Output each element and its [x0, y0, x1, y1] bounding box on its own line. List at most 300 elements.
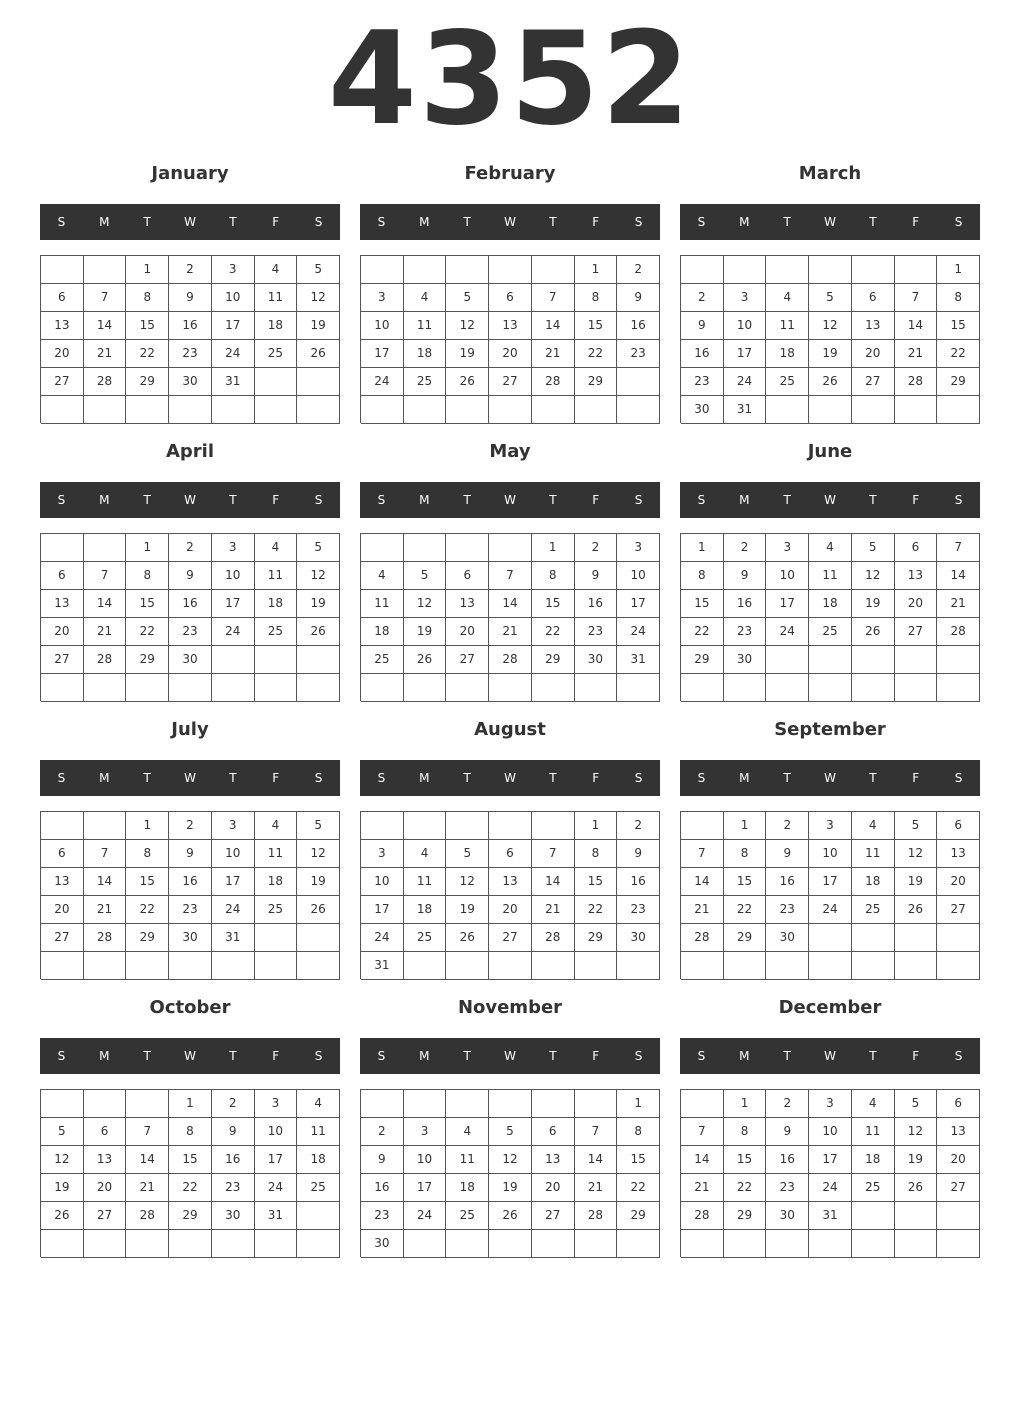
day-cell: 8	[575, 284, 618, 312]
day-cell: 17	[212, 312, 255, 340]
day-cell: 19	[852, 590, 895, 618]
empty-cell	[617, 674, 660, 702]
empty-cell	[255, 952, 298, 980]
day-cell: 11	[255, 562, 298, 590]
day-cell: 20	[937, 868, 980, 896]
day-cell: 19	[41, 1174, 84, 1202]
empty-cell	[446, 674, 489, 702]
empty-cell	[937, 1202, 980, 1230]
weekday-header: M	[419, 771, 430, 785]
day-cell: 7	[532, 840, 575, 868]
day-cell: 24	[361, 924, 404, 952]
weekday-header: W	[824, 1049, 836, 1063]
day-cell: 20	[852, 340, 895, 368]
day-cell: 30	[766, 1202, 809, 1230]
day-cell: 30	[617, 924, 660, 952]
weekday-header: T	[143, 1049, 151, 1063]
weekday-header: S	[634, 215, 643, 229]
empty-cell	[681, 1230, 724, 1258]
empty-cell	[41, 534, 84, 562]
day-cell: 28	[532, 924, 575, 952]
empty-cell	[575, 396, 618, 424]
empty-cell	[895, 674, 938, 702]
day-cell: 2	[212, 1090, 255, 1118]
day-cell: 18	[852, 868, 895, 896]
weekday-header: W	[504, 215, 516, 229]
weekday-header: T	[783, 771, 791, 785]
day-cell: 29	[617, 1202, 660, 1230]
day-cell: 2	[766, 1090, 809, 1118]
weekday-header: T	[783, 215, 791, 229]
day-cell: 28	[84, 368, 127, 396]
weekday-header: S	[954, 493, 963, 507]
day-cell: 25	[297, 1174, 340, 1202]
day-cell: 19	[297, 312, 340, 340]
day-cell: 28	[126, 1202, 169, 1230]
empty-cell	[489, 674, 532, 702]
empty-cell	[297, 646, 340, 674]
day-cell: 13	[41, 590, 84, 618]
weekday-header: S	[314, 771, 323, 785]
day-cell: 6	[41, 284, 84, 312]
day-cell: 25	[361, 646, 404, 674]
empty-cell	[489, 952, 532, 980]
weekday-header: M	[419, 215, 430, 229]
day-cell: 11	[852, 1118, 895, 1146]
weekday-header: T	[143, 215, 151, 229]
day-grid	[360, 255, 660, 423]
empty-cell	[489, 1230, 532, 1258]
day-cell: 21	[532, 340, 575, 368]
day-cell: 13	[532, 1146, 575, 1174]
day-cell: 11	[446, 1146, 489, 1174]
day-cell: 24	[404, 1202, 447, 1230]
weekday-header: S	[377, 215, 386, 229]
empty-cell	[361, 396, 404, 424]
day-cell: 1	[575, 256, 618, 284]
weekday-header: T	[463, 493, 471, 507]
day-cell: 13	[852, 312, 895, 340]
weekday-header: W	[824, 215, 836, 229]
empty-cell	[532, 396, 575, 424]
day-cell: 31	[617, 646, 660, 674]
day-cell: 9	[169, 840, 212, 868]
day-cell: 13	[895, 562, 938, 590]
empty-cell	[617, 1230, 660, 1258]
day-cell: 3	[809, 1090, 852, 1118]
day-cell: 26	[297, 340, 340, 368]
day-cell: 26	[404, 646, 447, 674]
weekday-header: F	[272, 215, 280, 229]
weekday-header: M	[99, 771, 110, 785]
weekday-header: T	[463, 1049, 471, 1063]
day-cell: 12	[446, 868, 489, 896]
day-cell: 14	[84, 590, 127, 618]
weekday-header: W	[184, 215, 196, 229]
day-cell: 16	[766, 868, 809, 896]
empty-cell	[937, 646, 980, 674]
empty-cell	[766, 674, 809, 702]
day-grid	[40, 255, 340, 423]
day-cell: 11	[852, 840, 895, 868]
day-cell: 25	[809, 618, 852, 646]
day-cell: 28	[681, 1202, 724, 1230]
day-cell: 28	[681, 924, 724, 952]
day-cell: 12	[297, 284, 340, 312]
day-cell: 2	[724, 534, 767, 562]
day-cell: 9	[169, 284, 212, 312]
day-cell: 1	[532, 534, 575, 562]
day-cell: 8	[169, 1118, 212, 1146]
empty-cell	[84, 674, 127, 702]
empty-cell	[404, 812, 447, 840]
day-cell: 21	[681, 1174, 724, 1202]
day-grid	[360, 811, 660, 979]
day-cell: 12	[404, 590, 447, 618]
weekday-header: T	[463, 215, 471, 229]
day-cell: 22	[724, 896, 767, 924]
day-cell: 21	[84, 618, 127, 646]
weekday-header: S	[954, 771, 963, 785]
day-cell: 21	[489, 618, 532, 646]
day-cell: 23	[361, 1202, 404, 1230]
empty-cell	[41, 396, 84, 424]
day-cell: 1	[724, 1090, 767, 1118]
weekday-header: F	[592, 215, 600, 229]
empty-cell	[681, 674, 724, 702]
empty-cell	[255, 924, 298, 952]
day-cell: 22	[575, 340, 618, 368]
day-cell: 12	[895, 1118, 938, 1146]
day-cell: 2	[766, 812, 809, 840]
day-cell: 10	[255, 1118, 298, 1146]
day-cell: 25	[404, 368, 447, 396]
day-cell: 12	[489, 1146, 532, 1174]
month-name: June	[807, 441, 853, 462]
day-cell: 30	[724, 646, 767, 674]
day-cell: 24	[766, 618, 809, 646]
day-cell: 12	[446, 312, 489, 340]
day-cell: 8	[126, 284, 169, 312]
empty-cell	[809, 924, 852, 952]
weekday-header: T	[869, 215, 877, 229]
day-grid	[680, 533, 980, 701]
day-cell: 19	[446, 896, 489, 924]
weekday-header: T	[869, 771, 877, 785]
empty-cell	[895, 256, 938, 284]
day-grid	[40, 1089, 340, 1257]
day-cell: 19	[489, 1174, 532, 1202]
day-cell: 24	[212, 896, 255, 924]
day-cell: 5	[809, 284, 852, 312]
day-grid	[40, 811, 340, 979]
day-cell: 26	[297, 618, 340, 646]
day-cell: 22	[169, 1174, 212, 1202]
day-cell: 1	[617, 1090, 660, 1118]
day-cell: 23	[169, 340, 212, 368]
day-cell: 18	[446, 1174, 489, 1202]
empty-cell	[84, 952, 127, 980]
day-cell: 21	[84, 896, 127, 924]
day-cell: 3	[361, 284, 404, 312]
empty-cell	[255, 674, 298, 702]
day-cell: 4	[404, 840, 447, 868]
empty-cell	[617, 368, 660, 396]
empty-cell	[852, 952, 895, 980]
empty-cell	[212, 1230, 255, 1258]
day-cell: 6	[895, 534, 938, 562]
day-cell: 17	[809, 1146, 852, 1174]
day-cell: 16	[361, 1174, 404, 1202]
day-cell: 14	[126, 1146, 169, 1174]
day-cell: 9	[681, 312, 724, 340]
day-cell: 20	[84, 1174, 127, 1202]
weekday-header: F	[912, 215, 920, 229]
day-grid	[680, 255, 980, 423]
day-cell: 16	[169, 868, 212, 896]
empty-cell	[937, 396, 980, 424]
empty-cell	[297, 952, 340, 980]
day-cell: 23	[681, 368, 724, 396]
day-cell: 26	[895, 896, 938, 924]
empty-cell	[852, 646, 895, 674]
day-cell: 7	[532, 284, 575, 312]
day-cell: 23	[766, 896, 809, 924]
day-cell: 4	[404, 284, 447, 312]
empty-cell	[446, 1090, 489, 1118]
day-cell: 1	[575, 812, 618, 840]
empty-cell	[532, 1230, 575, 1258]
weekday-header: F	[272, 771, 280, 785]
day-cell: 13	[41, 868, 84, 896]
day-cell: 4	[766, 284, 809, 312]
day-cell: 26	[809, 368, 852, 396]
empty-cell	[852, 1230, 895, 1258]
weekday-header-bar	[360, 482, 660, 518]
day-cell: 7	[681, 1118, 724, 1146]
empty-cell	[724, 952, 767, 980]
day-cell: 16	[169, 312, 212, 340]
day-cell: 22	[126, 896, 169, 924]
day-cell: 22	[532, 618, 575, 646]
day-cell: 26	[446, 368, 489, 396]
day-cell: 16	[766, 1146, 809, 1174]
day-cell: 25	[404, 924, 447, 952]
weekday-header: W	[824, 493, 836, 507]
day-cell: 29	[681, 646, 724, 674]
day-cell: 14	[532, 868, 575, 896]
day-cell: 24	[809, 896, 852, 924]
empty-cell	[126, 674, 169, 702]
empty-cell	[41, 256, 84, 284]
day-cell: 23	[617, 896, 660, 924]
day-cell: 15	[126, 868, 169, 896]
weekday-header: F	[592, 493, 600, 507]
empty-cell	[895, 924, 938, 952]
weekday-header: M	[739, 215, 750, 229]
empty-cell	[489, 812, 532, 840]
weekday-header: W	[504, 1049, 516, 1063]
day-cell: 3	[809, 812, 852, 840]
empty-cell	[84, 534, 127, 562]
day-cell: 20	[489, 340, 532, 368]
day-cell: 13	[489, 868, 532, 896]
day-cell: 29	[724, 924, 767, 952]
day-cell: 30	[169, 646, 212, 674]
day-cell: 10	[361, 868, 404, 896]
weekday-header: S	[57, 215, 66, 229]
day-cell: 14	[681, 868, 724, 896]
day-cell: 2	[361, 1118, 404, 1146]
weekday-header: S	[634, 493, 643, 507]
weekday-header: W	[184, 1049, 196, 1063]
day-cell: 3	[404, 1118, 447, 1146]
empty-cell	[297, 924, 340, 952]
weekday-header-bar	[360, 760, 660, 796]
day-cell: 3	[617, 534, 660, 562]
day-cell: 18	[404, 896, 447, 924]
day-cell: 13	[489, 312, 532, 340]
day-cell: 24	[724, 368, 767, 396]
empty-cell	[895, 646, 938, 674]
empty-cell	[532, 674, 575, 702]
day-cell: 8	[575, 840, 618, 868]
empty-cell	[446, 256, 489, 284]
day-cell: 2	[617, 812, 660, 840]
day-cell: 10	[212, 284, 255, 312]
day-cell: 22	[575, 896, 618, 924]
weekday-header: M	[99, 493, 110, 507]
day-cell: 18	[404, 340, 447, 368]
day-cell: 18	[255, 312, 298, 340]
day-cell: 7	[84, 562, 127, 590]
day-cell: 27	[937, 896, 980, 924]
day-cell: 9	[212, 1118, 255, 1146]
day-cell: 28	[84, 924, 127, 952]
day-cell: 27	[41, 368, 84, 396]
empty-cell	[297, 396, 340, 424]
day-cell: 23	[212, 1174, 255, 1202]
empty-cell	[724, 674, 767, 702]
day-cell: 6	[532, 1118, 575, 1146]
day-cell: 24	[361, 368, 404, 396]
day-cell: 17	[404, 1174, 447, 1202]
day-cell: 9	[724, 562, 767, 590]
day-cell: 14	[681, 1146, 724, 1174]
day-cell: 5	[297, 812, 340, 840]
day-cell: 5	[404, 562, 447, 590]
empty-cell	[895, 1230, 938, 1258]
day-cell: 17	[766, 590, 809, 618]
empty-cell	[575, 1090, 618, 1118]
empty-cell	[852, 396, 895, 424]
day-cell: 14	[937, 562, 980, 590]
day-cell: 16	[617, 868, 660, 896]
day-cell: 3	[212, 256, 255, 284]
empty-cell	[852, 674, 895, 702]
weekday-header-bar	[680, 204, 980, 240]
day-cell: 28	[937, 618, 980, 646]
day-cell: 2	[169, 256, 212, 284]
day-cell: 17	[212, 590, 255, 618]
empty-cell	[297, 674, 340, 702]
month-name: October	[149, 997, 231, 1018]
day-cell: 14	[895, 312, 938, 340]
day-cell: 30	[681, 396, 724, 424]
weekday-header: F	[912, 1049, 920, 1063]
empty-cell	[724, 256, 767, 284]
month-name: September	[774, 719, 886, 740]
weekday-header: M	[739, 493, 750, 507]
empty-cell	[361, 812, 404, 840]
day-cell: 27	[446, 646, 489, 674]
day-cell: 15	[617, 1146, 660, 1174]
empty-cell	[169, 1230, 212, 1258]
weekday-header: S	[697, 493, 706, 507]
empty-cell	[169, 396, 212, 424]
empty-cell	[895, 1202, 938, 1230]
month-name: February	[464, 163, 556, 184]
day-cell: 5	[41, 1118, 84, 1146]
day-cell: 19	[446, 340, 489, 368]
empty-cell	[766, 1230, 809, 1258]
day-cell: 13	[41, 312, 84, 340]
empty-cell	[84, 396, 127, 424]
day-cell: 6	[41, 840, 84, 868]
weekday-header: W	[184, 771, 196, 785]
weekday-header: S	[377, 1049, 386, 1063]
empty-cell	[575, 1230, 618, 1258]
day-cell: 10	[724, 312, 767, 340]
day-cell: 16	[681, 340, 724, 368]
weekday-header-bar	[360, 204, 660, 240]
weekday-header: S	[954, 1049, 963, 1063]
empty-cell	[169, 674, 212, 702]
day-cell: 30	[169, 368, 212, 396]
empty-cell	[404, 1230, 447, 1258]
day-cell: 10	[766, 562, 809, 590]
month-name: November	[457, 997, 563, 1018]
day-cell: 26	[895, 1174, 938, 1202]
day-cell: 21	[575, 1174, 618, 1202]
empty-cell	[489, 534, 532, 562]
day-cell: 1	[126, 812, 169, 840]
weekday-header: T	[783, 493, 791, 507]
day-cell: 27	[41, 924, 84, 952]
empty-cell	[212, 646, 255, 674]
empty-cell	[212, 952, 255, 980]
day-cell: 29	[724, 1202, 767, 1230]
day-cell: 2	[617, 256, 660, 284]
day-cell: 10	[809, 840, 852, 868]
day-cell: 25	[255, 618, 298, 646]
day-cell: 12	[297, 562, 340, 590]
month-name: July	[171, 719, 209, 740]
weekday-header-bar	[360, 1038, 660, 1074]
day-cell: 21	[532, 896, 575, 924]
day-cell: 16	[617, 312, 660, 340]
day-cell: 9	[361, 1146, 404, 1174]
day-cell: 11	[255, 840, 298, 868]
empty-cell	[446, 534, 489, 562]
empty-cell	[937, 1230, 980, 1258]
empty-cell	[404, 674, 447, 702]
day-cell: 19	[297, 868, 340, 896]
empty-cell	[809, 396, 852, 424]
day-cell: 21	[895, 340, 938, 368]
day-cell: 18	[255, 590, 298, 618]
day-cell: 14	[489, 590, 532, 618]
